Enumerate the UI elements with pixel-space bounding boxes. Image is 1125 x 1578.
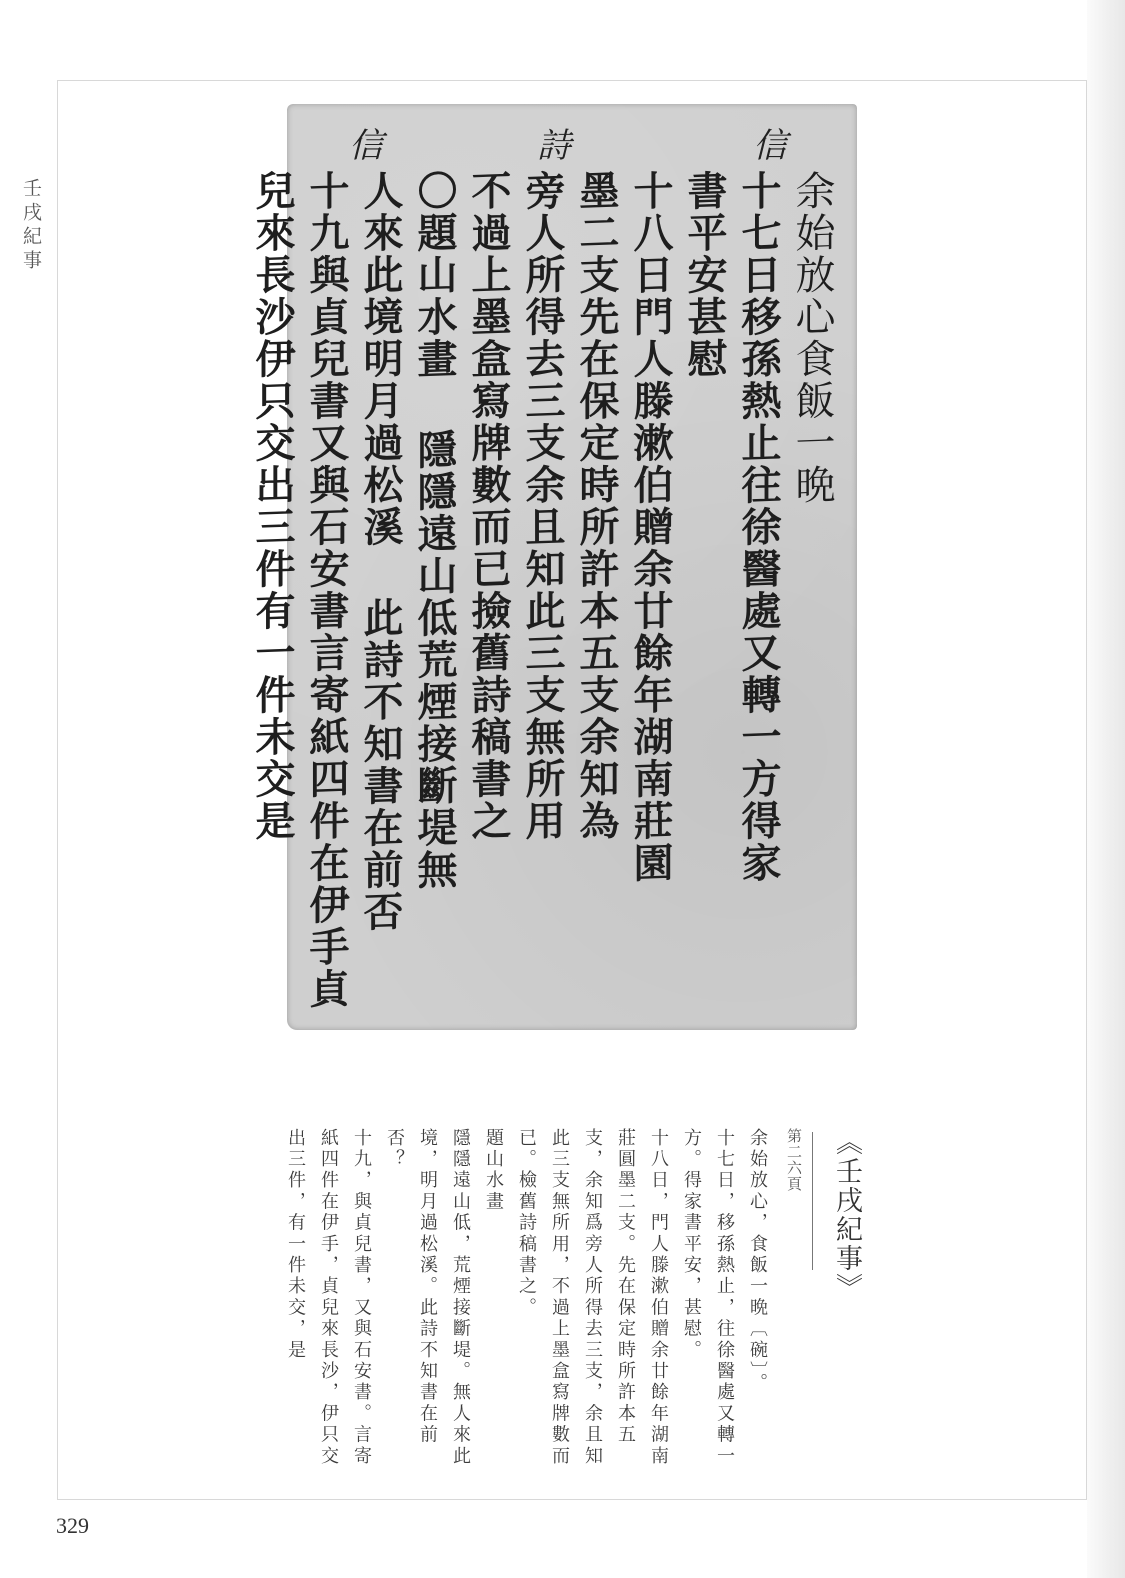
- manuscript-column: 〇題山水畫 隱隱遠山低荒煙接斷堤無: [411, 169, 458, 892]
- manuscript-column: 十七日移孫熱止往徐醫處又轉一方得家: [735, 169, 782, 885]
- caption-line: 十九，與貞兒書，又與石安書。言寄: [351, 1128, 372, 1468]
- manuscript-note-left: 信: [349, 126, 383, 166]
- page-number: 329: [56, 1513, 89, 1538]
- manuscript-column: 墨二支先在保定時所許本五支余知為: [573, 169, 620, 843]
- caption-line: 十八日，門人滕漱伯贈余廿餘年湖南: [648, 1128, 669, 1468]
- caption-title: 《壬戌紀事》: [831, 1128, 862, 1302]
- caption-divider: [812, 1132, 813, 1270]
- manuscript-facsimile: [249, 104, 857, 1030]
- running-head: 壬戌紀事: [20, 178, 42, 274]
- caption-line: 支，余知爲旁人所得去三支，余且知: [582, 1128, 603, 1468]
- manuscript-column: 書平安甚慰: [681, 169, 728, 381]
- manuscript-note-right: 信: [753, 126, 787, 166]
- caption-page-label: 第二六頁: [785, 1128, 803, 1192]
- caption-poem-title: 題山水畫: [483, 1128, 504, 1213]
- caption-line: 否？: [384, 1128, 405, 1171]
- transcription-caption: [279, 1128, 863, 1488]
- caption-line: 此三支無所用，不過上墨盒寫牌數而: [549, 1128, 570, 1468]
- manuscript-column: 旁人所得去三支余且知此三支無所用: [519, 169, 566, 843]
- caption-line: 已。檢舊詩稿書之。: [516, 1128, 537, 1319]
- caption-line: 出三件，有一件未交，是: [285, 1128, 306, 1362]
- caption-body: [279, 1128, 774, 1488]
- caption-line: 境，明月過松溪。此詩不知書在前: [417, 1128, 438, 1446]
- caption-line: 十七日，移孫熱止，往徐醫處又轉一: [714, 1128, 735, 1468]
- manuscript-column: 余始放心食飯一晩: [789, 169, 835, 507]
- page-edge-shadow: [1087, 0, 1125, 1578]
- manuscript-column: 不過上墨盒寫牌數而已撿舊詩稿書之: [465, 169, 512, 843]
- caption-line: 隱隱遠山低，荒煙接斷堤。無人來此: [450, 1128, 471, 1468]
- caption-line: 余始放心，食飯一晩〔碗〕。: [747, 1128, 768, 1395]
- manuscript-column: 十八日門人滕漱伯贈余廿餘年湖南莊園: [627, 169, 674, 885]
- caption-line: 方。得家書平安，甚慰。: [681, 1128, 702, 1362]
- manuscript-note-center: 詩: [537, 126, 571, 166]
- manuscript-column: 十九與貞兒書又與石安書言寄紙四件在伊手貞: [303, 169, 350, 1011]
- caption-line: 莊圓墨二支。先在保定時所許本五: [615, 1128, 636, 1446]
- manuscript-column: 人來此境明月過松溪 此詩不知書在前否: [357, 169, 404, 934]
- caption-line: 紙四件在伊手，貞兒來長沙，伊只交: [318, 1128, 339, 1468]
- manuscript-column: 兒來長沙伊只交出三件有一件未交是: [249, 169, 296, 843]
